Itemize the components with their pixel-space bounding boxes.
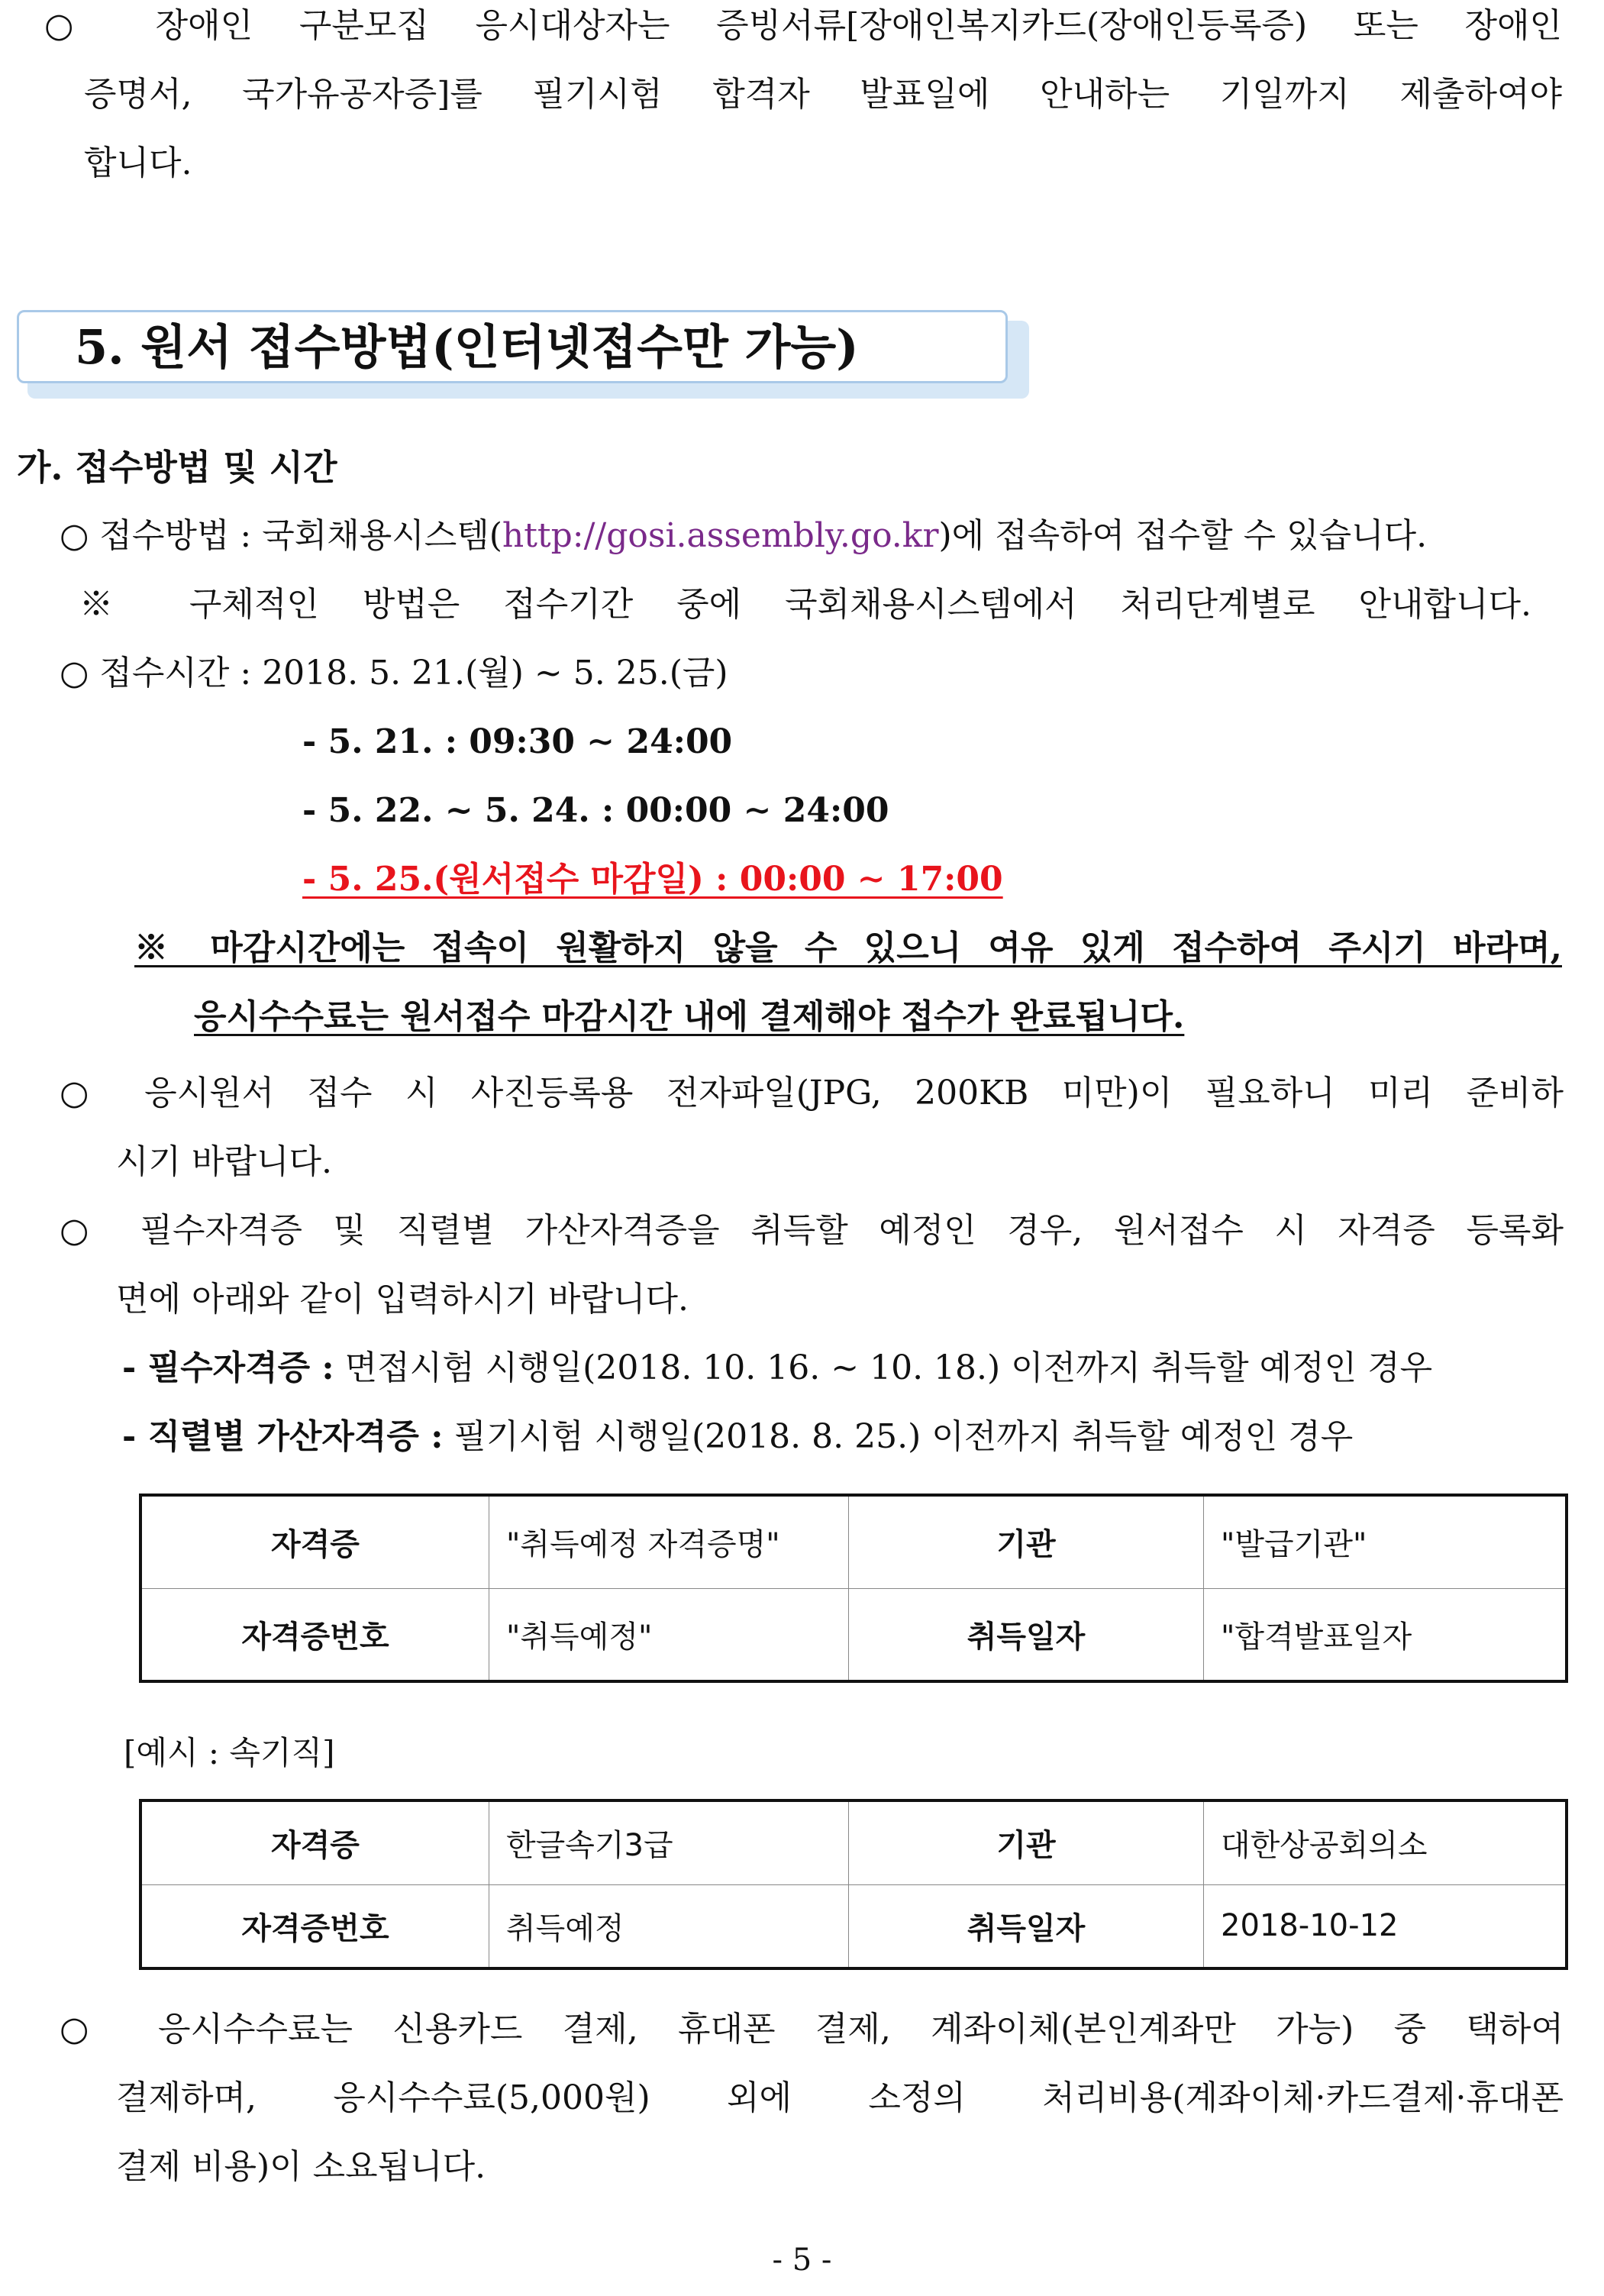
required-cert-label: - 필수자격증 : [122, 1348, 334, 1387]
assembly-url-link[interactable]: http://gosi.assembly.go.kr [502, 516, 939, 555]
photo-line-2: 시기 바랍니다. [116, 1142, 332, 1181]
section-heading: 5. 원서 접수방법(인터넷접수만 가능) [75, 319, 859, 375]
method-line [60, 513, 1564, 559]
table-cell: "발급기관" [1204, 1495, 1567, 1588]
page-number: - 5 - [772, 2243, 832, 2278]
table-header-cell: 취득일자 [849, 1884, 1204, 1968]
cert-intro-line-1: ○ 필수자격증 및 직렬별 가산자격증을 취득할 예정인 경우, 원서접수 시 자격증 등록화 [60, 1211, 1564, 1250]
bonus-cert-label: - 직렬별 가산자격증 : [122, 1417, 444, 1456]
table-header-cell: 기관 [849, 1495, 1204, 1588]
table-cell: 2018-10-12 [1204, 1884, 1567, 1968]
table-header-cell: 기관 [849, 1800, 1204, 1884]
required-cert-line [122, 1345, 1432, 1391]
table-header-cell: 자격증번호 [140, 1884, 489, 1968]
table-header-cell: 취득일자 [849, 1588, 1204, 1681]
table-cell: "합격발표일자 [1204, 1588, 1567, 1681]
table-row [140, 1588, 1567, 1681]
period-slot-deadline: - 5. 25.(원서접수 마감일) : 00:00 ∼ 17:00 [302, 860, 1003, 899]
method-note: ※ 구체적인 방법은 접수기간 중에 국회채용시스템에서 처리단계별로 안내합니다. [79, 585, 1531, 624]
cert-example-table [139, 1799, 1568, 1970]
period-slot-2: - 5. 22. ~ 5. 24. : 00:00 ∼ 24:00 [302, 791, 889, 830]
table-header-cell: 자격증번호 [140, 1588, 489, 1681]
table-row [140, 1495, 1567, 1588]
warning-line-2: 응시수수료는 원서접수 마감시간 내에 결제해야 접수가 완료됩니다. [194, 997, 1185, 1036]
table-cell: 한글속기3급 [489, 1800, 849, 1884]
warning-line-1: ※ 마감시간에는 접속이 원활하지 않을 수 있으니 여유 있게 접수하여 주시기 바라며, [134, 928, 1562, 967]
intro-line-1: ○ 장애인 구분모집 응시대상자는 증빙서류[장애인복지카드(장애인등록증) 또는 장애인 [44, 6, 1562, 45]
table-cell: 취득예정 [489, 1884, 849, 1968]
bonus-cert-line [122, 1414, 1353, 1460]
photo-line-1: ○ 응시원서 접수 시 사진등록용 전자파일(JPG, 200KB 미만)이 필요하니 미리 준비하 [60, 1074, 1564, 1112]
table-cell: "취득예정" [489, 1588, 849, 1681]
period-slot-1: - 5. 21. : 09:30 ∼ 24:00 [302, 722, 733, 761]
table-header-cell: 자격증 [140, 1495, 489, 1588]
table-row [140, 1800, 1567, 1884]
period-line: ○ 접수시간 : 2018. 5. 21.(월) ∼ 5. 25.(금) [60, 654, 728, 693]
fee-line-3: 결제 비용)이 소요됩니다. [116, 2147, 486, 2186]
table-cell: 대한상공회의소 [1204, 1800, 1567, 1884]
method-suffix: )에 접속하여 접수할 수 있습니다. [938, 516, 1428, 555]
cert-input-table [139, 1494, 1568, 1683]
fee-line-1: ○ 응시수수료는 신용카드 결제, 휴대폰 결제, 계좌이체(본인계좌만 가능) 중 택하여 [60, 2010, 1564, 2049]
intro-line-3: 합니다. [84, 144, 192, 182]
required-cert-text: 면접시험 시행일(2018. 10. 16. ~ 10. 18.) 이전까지 취득할 예정인 경우 [344, 1348, 1433, 1387]
example-label: [예시 : 속기직] [124, 1734, 335, 1771]
subheading: 가. 접수방법 및 시간 [17, 447, 337, 488]
table-header-cell: 자격증 [140, 1800, 489, 1884]
table-cell: "취득예정 자격증명" [489, 1495, 849, 1588]
method-prefix: ○ 접수방법 : 국회채용시스템( [60, 516, 502, 555]
cert-intro-line-2: 면에 아래와 같이 입력하시기 바랍니다. [116, 1280, 689, 1319]
table-row [140, 1884, 1567, 1968]
intro-line-2: 증명서, 국가유공자증]를 필기시험 합격자 발표일에 안내하는 기일까지 제출하여야 [84, 75, 1562, 114]
bonus-cert-text: 필기시험 시행일(2018. 8. 25.) 이전까지 취득할 예정인 경우 [453, 1417, 1354, 1456]
fee-line-2: 결제하며, 응시수수료(5,000원) 외에 소정의 처리비용(계좌이체·카드결제·휴대폰 [116, 2078, 1564, 2117]
